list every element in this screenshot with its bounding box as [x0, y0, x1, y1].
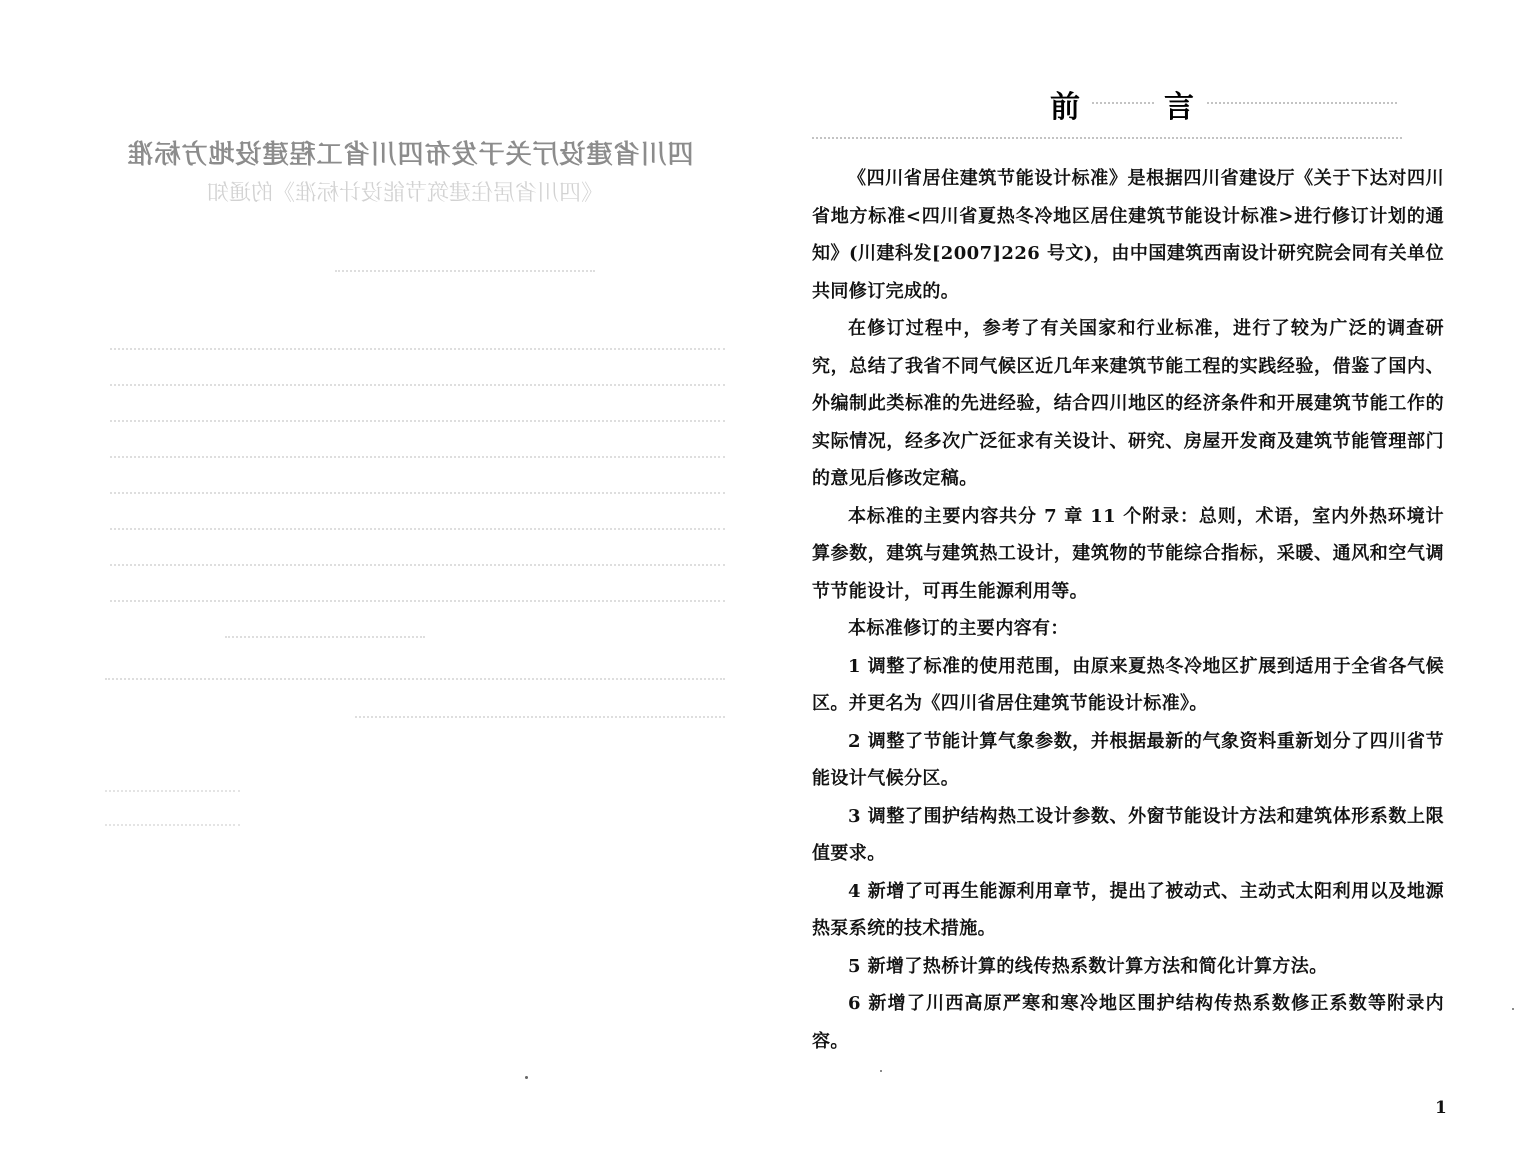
scan-speck — [880, 1070, 882, 1072]
scan-speck — [525, 1076, 528, 1079]
bleed-through-line — [110, 518, 725, 530]
bleed-through-line — [105, 816, 240, 826]
left-page-bleed-through — [95, 120, 725, 760]
right-page-foreword — [812, 72, 1444, 1132]
bleed-through-line — [110, 482, 725, 494]
list-item: 1 调整了标准的使用范围，由原来夏热冬冷地区扩展到适用于全省各气候区。并更名为《四川省居住建筑节能设计标准》。 — [812, 655, 1444, 714]
page-heading — [812, 82, 1444, 132]
list-item: 6 新增了川西高原严寒和寒冷地区围护结构传热系数修正系数等附录内容。 — [812, 993, 1444, 1052]
bleed-through-line — [225, 626, 425, 638]
scan-speck — [1512, 1008, 1514, 1010]
bleed-through-line — [110, 590, 725, 602]
bleed-through-line — [335, 260, 595, 272]
bleed-through-line — [105, 668, 725, 680]
bleed-through-title: 四川省建设厅关于发布四川省工程建设地方标准 — [126, 140, 694, 170]
bleed-through-line — [110, 374, 725, 386]
bleed-through-line — [355, 706, 725, 718]
bleed-through-line — [110, 446, 725, 458]
list-item: 2 调整了节能计算气象参数，并根据最新的气象资料重新划分了四川省节能设计气候分区。 — [812, 730, 1444, 789]
list-item: 5 新增了热桥计算的线传热系数计算方法和简化计算方法。 — [848, 955, 1328, 977]
heading-char-1: 前 — [1050, 90, 1080, 125]
bleed-through-subtitle: 《四川省居住建筑节能设计标准》的通知 — [207, 181, 604, 206]
heading-char-2: 言 — [1164, 90, 1194, 125]
page-number: 1 — [1435, 1098, 1447, 1118]
list-item: 3 调整了围护结构热工设计参数、外窗节能设计方法和建筑体形系数上限值要求。 — [812, 805, 1444, 864]
paragraph: 在修订过程中，参考了有关国家和行业标准，进行了较为广泛的调查研究，总结了我省不同气候区近几年来建筑节能工程的实践经验，借鉴了国内、外编制此类标准的先进经验，结合四川地区的经济条件和开展建筑节能工作的实际情况，经多次广泛征求有关设计、研究、房屋开发商及建筑节能管理部门的意见后修改定稿。 — [812, 318, 1444, 489]
bleed-through-line — [110, 554, 725, 566]
list-item: 4 新增了可再生能源利用章节，提出了被动式、主动式太阳利用以及地源热泵系统的技术措施。 — [812, 880, 1444, 939]
paragraph: 《四川省居住建筑节能设计标准》是根据四川省建设厅《关于下达对四川省地方标准<四川省夏热冬冷地区居住建筑节能设计标准>进行修订计划的通知》(川建科发[2007]226 号文)，由中国建筑西南设计研究院会同有关单位共同修订完成的。 — [812, 168, 1444, 302]
bleed-through-line — [105, 782, 240, 792]
bleed-through-line — [1092, 92, 1154, 104]
bleed-through-line — [110, 410, 725, 422]
bleed-through-line — [110, 338, 725, 350]
bleed-through-line — [812, 127, 1402, 139]
paragraph: 本标准的主要内容共分 7 章 11 个附录：总则，术语，室内外热环境计算参数，建筑与建筑热工设计，建筑物的节能综合指标，采暖、通风和空气调节节能设计，可再生能源利用等。 — [812, 505, 1444, 602]
bleed-through-line — [1207, 92, 1397, 104]
foreword-body — [812, 160, 1444, 1060]
paragraph: 本标准修订的主要内容有： — [848, 618, 1069, 639]
